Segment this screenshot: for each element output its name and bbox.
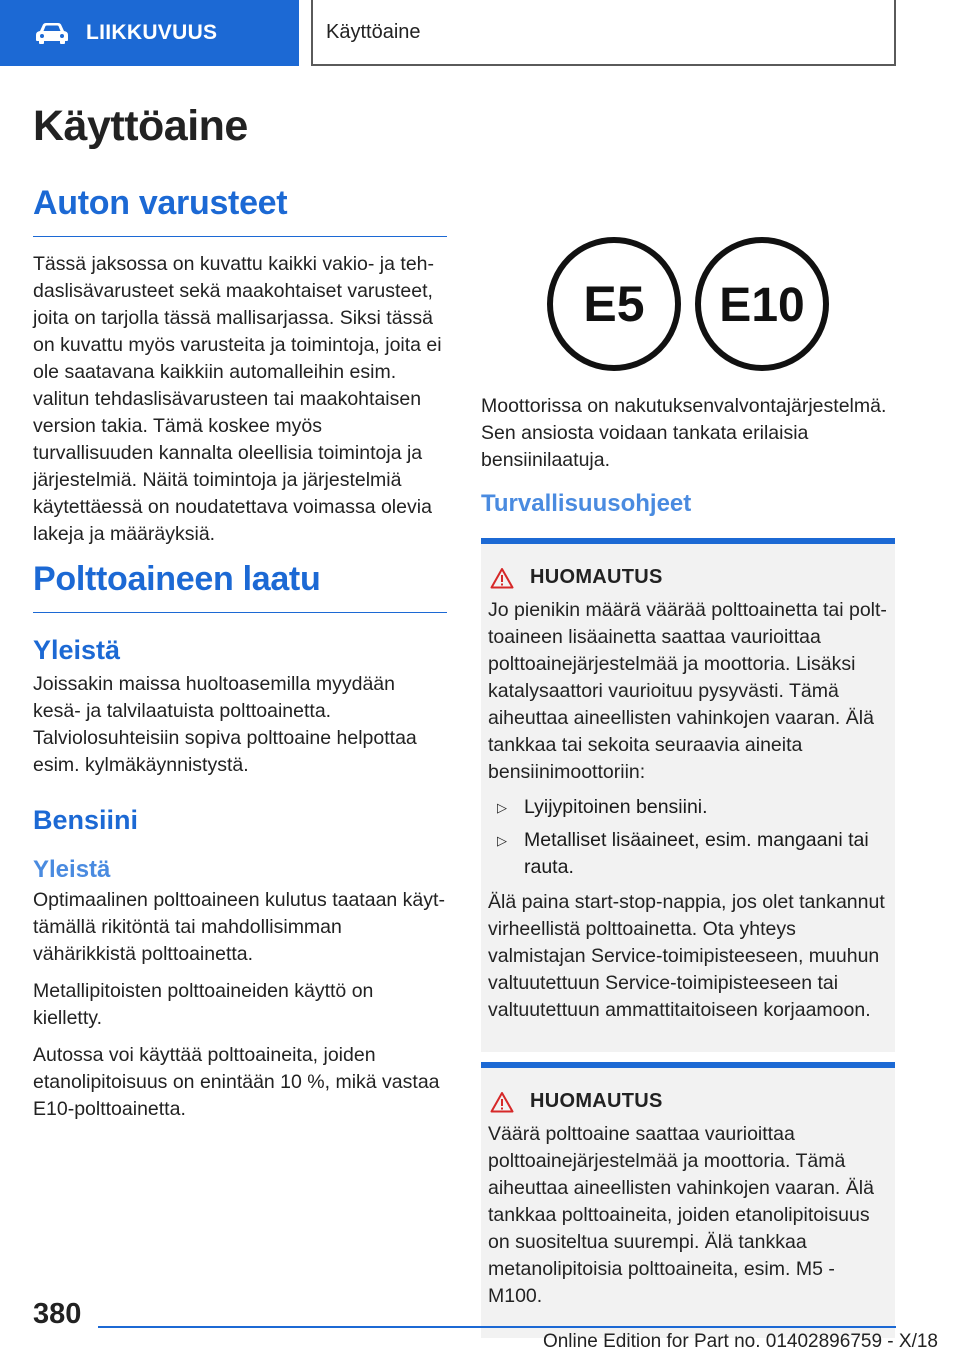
paragraph-petrol-2: Metallipitoisten polttoaineiden käyttö on kielletty.: [33, 980, 374, 1029]
fuel-signs: [481, 235, 895, 373]
footer-divider: [98, 1326, 896, 1328]
e5-fuel-sign-icon: [545, 235, 683, 373]
paragraph-petrol-3: Autossa voi käyttää polttoaineita, joiden etanolipitoisuus on enintään 10 %, mikä vastaa E10-polttoainetta.: [33, 1044, 440, 1120]
e10-sign-text: E10: [719, 279, 805, 332]
page-title: Käyttöaine: [33, 102, 248, 150]
list-item: ▷ Metalliset lisäaineet, esim. mangaani tai rauta.: [488, 827, 888, 881]
notice-1-paragraph-1: Jo pienikin määrä väärää polttoainetta tai polttoaineen lisäainetta saattaa vaurioittaa polttoainejärjestelmää ja moottoria. Lisäksi katalysaattori vaurioituu pysyvästi. Tämä aiheuttaa aineellisten vahinkojen vaaran. Älä tankkaa tai sekoita seuraavia aineita bensiinimoottoriin:: [488, 599, 887, 783]
e5-sign-text: E5: [583, 276, 645, 332]
warning-triangle-icon: [490, 1091, 514, 1113]
notice-box-2: [481, 1062, 895, 1338]
paragraph-knock-control: Moottorissa on nakutuksenvalvontajärjestelmä. Sen ansiosta voidaan tankata erilaisia bensiinilaatuja.: [481, 395, 887, 471]
notice-box-1: [481, 538, 895, 1052]
section-label: LIIKKUVUUS: [86, 21, 218, 44]
warning-triangle-icon: [490, 567, 514, 589]
notice-1-title: HUOMAUTUS: [530, 566, 663, 588]
chapter-label-box: [311, 0, 896, 66]
right-column: [481, 235, 895, 1348]
heading-petrol-general: Yleistä: [33, 856, 111, 883]
section-tab: [0, 0, 299, 66]
chapter-label: Käyttöaine: [326, 20, 421, 43]
heading-petrol: Bensiini: [33, 805, 139, 835]
paragraph-equipment: Tässä jaksossa on kuvattu kaikki vakio- ja tehdaslisävarusteet sekä maakohtaiset varusteet, joita on tarjolla tässä mallisarjassa. Siksi tässä on kuvattu myös varusteita ja toimintoja, joita ei ole saatavana kaikkiin automalleihin esim. valitun tehdaslisävarusteen tai maakohtaisen version takia. Tämä koskee myös turvallisuuden kannalta oleellisia toimintoja ja järjestelmiä. Näitä toimintoja ja järjestelmiä käytettäessä on noudatettava voimassa olevia lakeja ja määräyksiä.: [33, 253, 442, 545]
list-item: ▷ Lyijypitoinen bensiini.: [488, 794, 888, 821]
notice-1-paragraph-2: Älä paina start-stop-nappia, jos olet tankannut virheellistä polttoainetta. Ota yhteys valmistajan Service-toimipisteeseen, muuhun valtuutettuun Service-toimipisteeseen tai valtuutettuun ammattitaitoiseen korjaamoon.: [488, 891, 885, 1021]
bullet-triangle-icon: ▷: [497, 800, 507, 815]
heading-general: Yleistä: [33, 635, 121, 665]
notice-2-paragraph-1: Väärä polttoaine saattaa vaurioittaa polttoainejärjestelmää ja moottoria. Tämä aiheuttaa aineellisten vahinkojen vaaran. Älä tankkaa polttoaineita, joiden etanolipitoisuus on suositeltua suurempi. Älä tankkaa metanolipitoisia polttoaineita, esim. M5 - M100.: [488, 1123, 874, 1307]
paragraph-petrol-1: Optimaalinen polttoaineen kulutus taataan käyttämällä rikitöntä tai mahdollisimman vähärikkistä polttoainetta.: [33, 889, 445, 965]
heading-safety: Turvallisuusohjeet: [481, 490, 692, 517]
heading-equipment: Auton varusteet: [33, 182, 447, 237]
notice-1-header: [488, 566, 888, 589]
heading-fuel-quality: Polttoaineen laatu: [33, 558, 447, 613]
notice-2-title: HUOMAUTUS: [530, 1090, 663, 1112]
notice-1-list: [488, 794, 888, 881]
page-number: 380: [33, 1298, 82, 1330]
car-icon: [34, 21, 70, 45]
page-header: [0, 0, 960, 66]
e10-fuel-sign-icon: [693, 235, 831, 373]
footer-edition-text: Online Edition for Part no. 01402896759 - X/18: [542, 1331, 938, 1352]
bullet-triangle-icon: ▷: [497, 833, 507, 848]
paragraph-general: Joissakin maissa huoltoasemilla myydään kesä- ja talvilaatuista polttoainetta. Talviolosuhteisiin sopiva polttoaine helpottaa esim. kylmäkäynnistystä.: [33, 673, 417, 776]
left-column: [33, 100, 447, 1133]
notice-2-header: [488, 1090, 888, 1113]
